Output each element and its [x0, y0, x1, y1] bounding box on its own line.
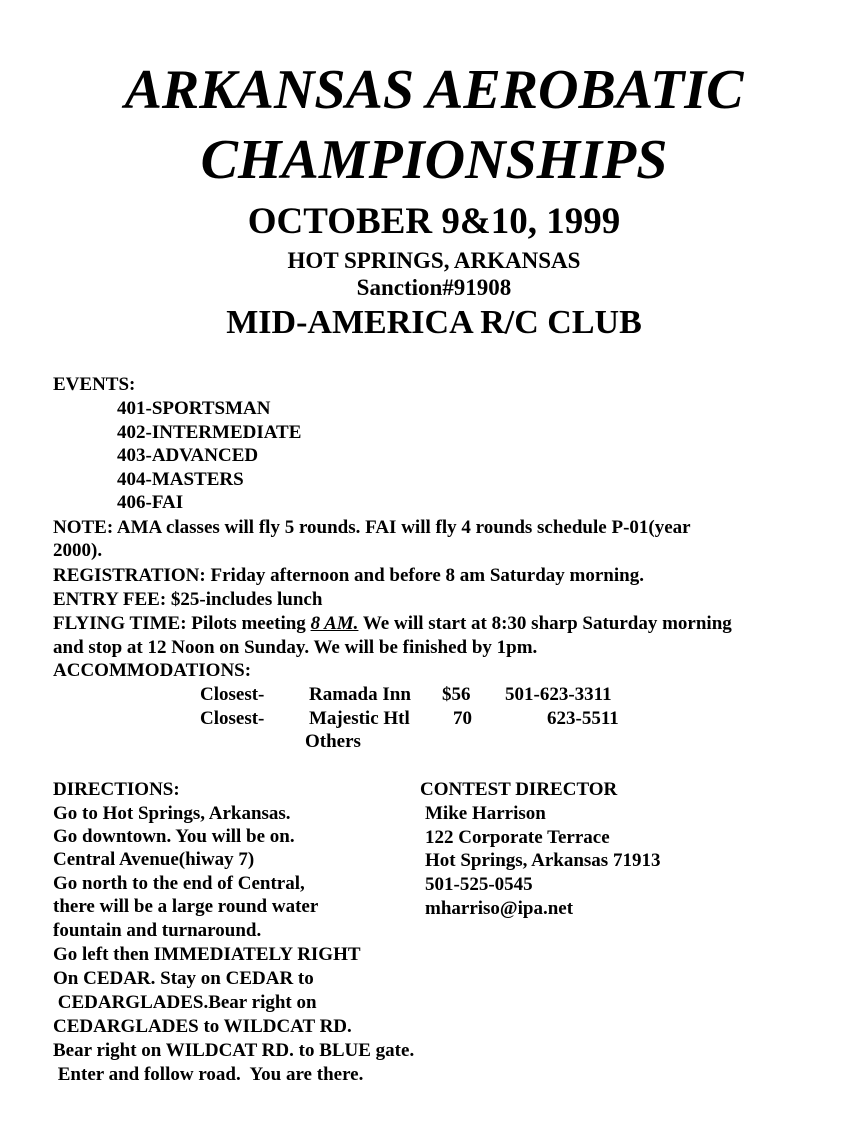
direction-line: Go downtown. You will be on.: [53, 826, 295, 847]
note-line-1: NOTE: AMA classes will fly 5 rounds. FAI will fly 4 rounds schedule P-01(year: [53, 517, 691, 538]
director-line: 501-525-0545: [425, 874, 533, 895]
note-line-2: 2000).: [53, 540, 103, 561]
flying-time-prefix: FLYING TIME: Pilots meeting: [53, 613, 311, 634]
events-label: EVENTS:: [53, 374, 136, 395]
flying-time-line-2: and stop at 12 Noon on Sunday. We will be finished by 1pm.: [53, 637, 538, 658]
sanction-number: Sanction#91908: [356, 275, 512, 300]
contest-director-label: CONTEST DIRECTOR: [420, 779, 618, 800]
direction-line: fountain and turnaround.: [53, 920, 262, 941]
hotel-price: 70: [453, 708, 472, 729]
title-line-2: CHAMPIONSHIPS: [200, 129, 668, 191]
registration-info: REGISTRATION: Friday afternoon and before 8 am Saturday morning.: [53, 565, 644, 586]
direction-line: Enter and follow road. You are there.: [53, 1064, 364, 1085]
event-location: HOT SPRINGS, ARKANSAS: [287, 248, 581, 273]
director-line: mharriso@ipa.net: [425, 898, 574, 919]
event-item: 402-INTERMEDIATE: [117, 422, 302, 443]
direction-line: there will be a large round water: [53, 896, 319, 917]
flying-time-suffix: We will start at 8:30 sharp Saturday morning: [358, 613, 732, 634]
hotel-phone: 501-623-3311: [505, 684, 612, 705]
event-date: OCTOBER 9&10, 1999: [247, 201, 621, 242]
direction-line: Bear right on WILDCAT RD. to BLUE gate.: [53, 1040, 415, 1061]
event-item: 406-FAI: [117, 492, 184, 513]
hotel-name: Ramada Inn: [309, 684, 411, 705]
direction-line: Go to Hot Springs, Arkansas.: [53, 803, 291, 824]
director-line: Hot Springs, Arkansas 71913: [425, 850, 661, 871]
hotel-tag: Closest-: [200, 708, 265, 729]
direction-line: On CEDAR. Stay on CEDAR to: [53, 968, 314, 989]
direction-line: CEDARGLADES.Bear right on: [53, 992, 317, 1013]
direction-line: Go north to the end of Central,: [53, 873, 305, 894]
direction-line: Go left then IMMEDIATELY RIGHT: [53, 944, 361, 965]
hotel-name: Majestic Htl: [309, 708, 410, 729]
entry-fee: ENTRY FEE: $25-includes lunch: [53, 589, 323, 610]
event-item: 403-ADVANCED: [117, 445, 259, 466]
hotel-others: Others: [305, 731, 361, 752]
director-line: 122 Corporate Terrace: [425, 827, 610, 848]
flying-time-line-1: [53, 614, 732, 633]
event-item: 404-MASTERS: [117, 469, 244, 490]
accommodations-label: ACCOMMODATIONS:: [53, 660, 252, 681]
club-name: MID-AMERICA R/C CLUB: [226, 304, 642, 341]
directions-label: DIRECTIONS:: [53, 779, 180, 800]
hotel-price: $56: [442, 684, 471, 705]
title-line-1: ARKANSAS AEROBATIC: [124, 59, 744, 121]
event-item: 401-SPORTSMAN: [117, 398, 271, 419]
director-line: Mike Harrison: [425, 803, 546, 824]
direction-line: CEDARGLADES to WILDCAT RD.: [53, 1016, 352, 1037]
hotel-tag: Closest-: [200, 684, 265, 705]
pilots-meeting-time: 8 AM.: [310, 613, 359, 634]
direction-line: Central Avenue(hiway 7): [53, 849, 255, 870]
hotel-phone: 623-5511: [547, 708, 619, 729]
